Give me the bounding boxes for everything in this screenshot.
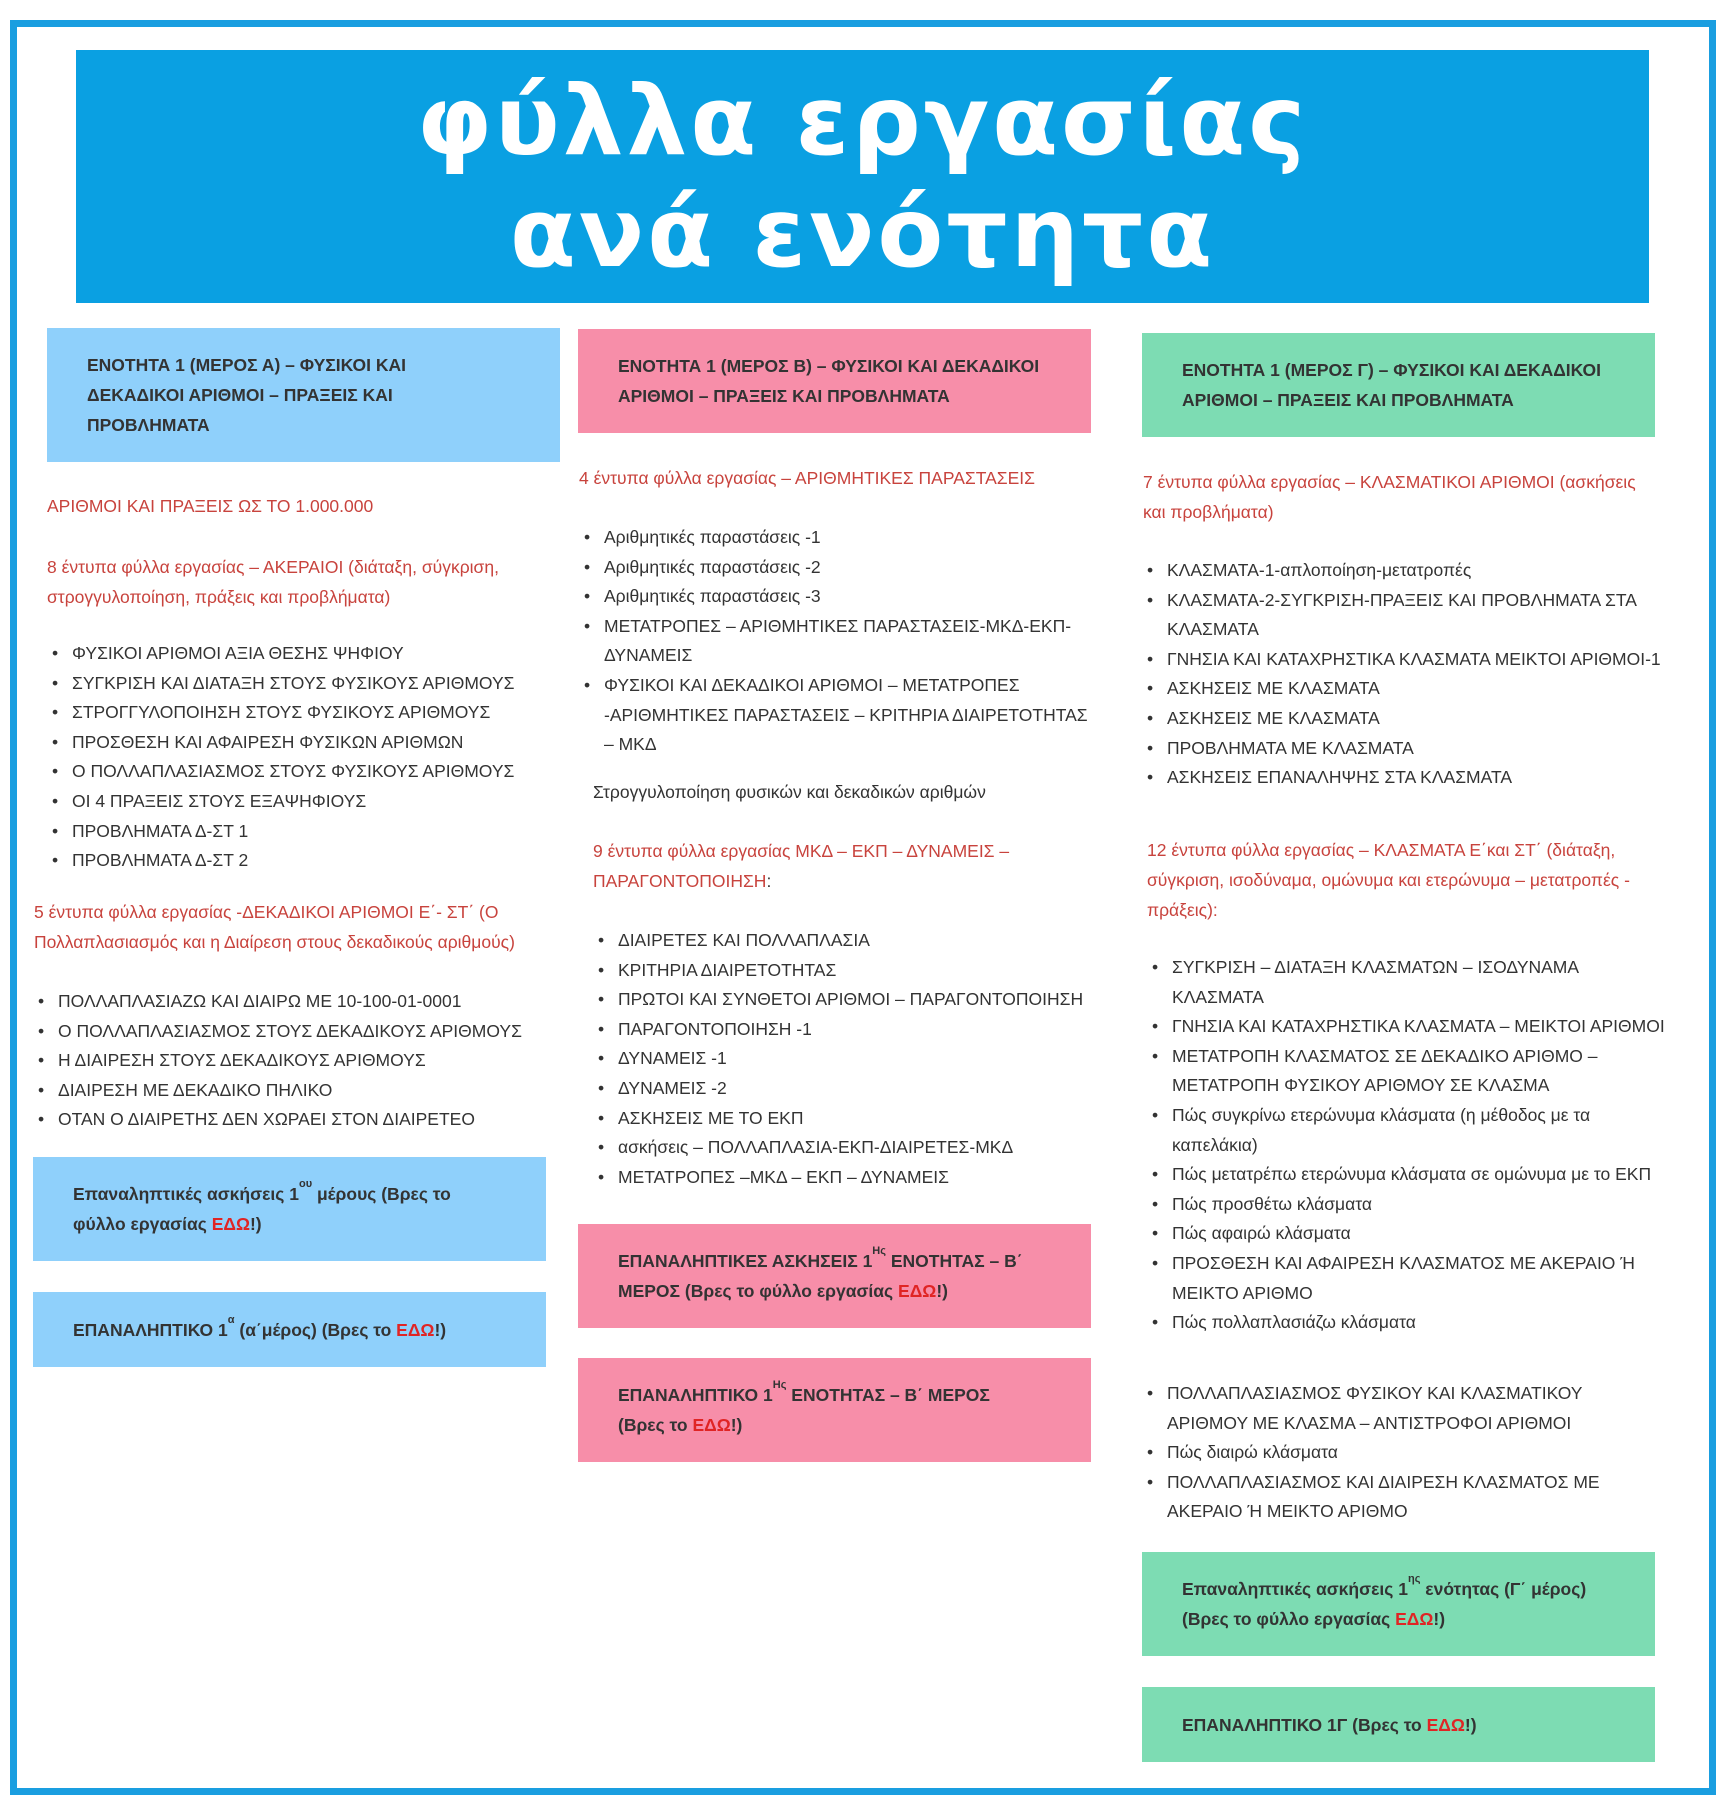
list-item[interactable]: • ασκήσεις – ΠΟΛΛΑΠΛΑΣΙΑ-ΕΚΠ-ΔΙΑΙΡΕΤΕΣ-ΜΚΔ xyxy=(594,1133,1114,1163)
review-text: ενότητας (Γ΄ μέρος) xyxy=(1420,1579,1587,1599)
review-text: ΕΠΑΝΑΛΗΠΤΙΚΟ 1 xyxy=(618,1385,773,1405)
list-item[interactable]: • ΠΡΟΒΛΗΜΑΤΑ ΜΕ ΚΛΑΣΜΑΤΑ xyxy=(1143,734,1663,764)
list-item[interactable]: • ΔΥΝΑΜΕΙΣ -2 xyxy=(594,1074,1114,1104)
list-item[interactable]: • ΑΣΚΗΣΕΙΣ ΕΠΑΝΑΛΗΨΗΣ ΣΤΑ ΚΛΑΣΜΑΤΑ xyxy=(1143,763,1663,793)
col1-list2 xyxy=(34,987,574,1135)
here-link[interactable]: ΕΔΩ xyxy=(211,1214,250,1234)
col3-list1 xyxy=(1143,556,1663,793)
list-item[interactable]: • ΠΟΛΛΑΠΛΑΣΙΑΖΩ ΚΑΙ ΔΙΑΙΡΩ ΜΕ 10-100-01-0001 xyxy=(34,987,574,1017)
list-item[interactable]: • ΠΡΟΒΛΗΜΑΤΑ Δ-ΣΤ 2 xyxy=(48,846,568,876)
review-text: ΕΝΟΤΗΤΑΣ – Β΄ xyxy=(885,1251,1023,1271)
list-item[interactable]: • ΜΕΤΑΤΡΟΠΕΣ –ΜΚΔ – ΕΚΠ – ΔΥΝΑΜΕΙΣ xyxy=(594,1163,1114,1193)
list-item[interactable]: • ΠΑΡΑΓΟΝΤΟΠΟΙΗΣΗ -1 xyxy=(594,1015,1114,1045)
list-item[interactable]: • ΔΙΑΙΡΕΣΗ ΜΕ ΔΕΚΑΔΙΚΟ ΠΗΛΙΚΟ xyxy=(34,1076,574,1106)
list-item[interactable]: • ΜΕΤΑΤΡΟΠΕΣ – ΑΡΙΘΜΗΤΙΚΕΣ ΠΑΡΑΣΤΑΣΕΙΣ-ΜΚΔ-ΕΚΠ-ΔΥΝΑΜΕΙΣ xyxy=(580,612,1100,671)
list-item[interactable]: • ΦΥΣΙΚΟΙ ΚΑΙ ΔΕΚΑΔΙΚΟΙ ΑΡΙΘΜΟΙ – ΜΕΤΑΤΡΟΠΕΣ -ΑΡΙΘΜΗΤΙΚΕΣ ΠΑΡΑΣΤΑΣΕΙΣ – ΚΡΙΤΗΡΙΑ ΔΙΑΙΡΕΤΟΤΗΤΑΣ – ΜΚΔ xyxy=(580,671,1100,760)
list-item[interactable]: • Πώς αφαιρώ κλάσματα xyxy=(1148,1219,1666,1249)
col1-section1-title[interactable] xyxy=(47,552,499,612)
col2-rounding-link[interactable]: Στρογγυλοποίηση φυσικών και δεκαδικών αριθμών xyxy=(593,782,986,802)
list-item[interactable]: • Πώς μετατρέπω ετερώνυμα κλάσματα σε ομώνυμα με το ΕΚΠ xyxy=(1148,1160,1666,1190)
list-item[interactable]: • Ο ΠΟΛΛΑΠΛΑΣΙΑΣΜΟΣ ΣΤΟΥΣ ΦΥΣΙΚΟΥΣ ΑΡΙΘΜΟΥΣ xyxy=(48,757,568,787)
col2-list1 xyxy=(580,523,1100,760)
list-item[interactable]: • Η ΔΙΑΙΡΕΣΗ ΣΤΟΥΣ ΔΕΚΑΔΙΚΟΥΣ ΑΡΙΘΜΟΥΣ xyxy=(34,1046,574,1076)
review-text: ΜΕΡΟΣ (Βρες το φύλλο εργασίας xyxy=(618,1281,899,1301)
col1-header-line: ΔΕΚΑΔΙΚΟΙ ΑΡΙΘΜΟΙ – ΠΡΑΞΕΙΣ ΚΑΙ xyxy=(87,385,393,405)
list-item[interactable]: • ΠΡΟΒΛΗΜΑΤΑ Δ-ΣΤ 1 xyxy=(48,817,568,847)
list-item[interactable]: • ΟΤΑΝ Ο ΔΙΑΙΡΕΤΗΣ ΔΕΝ ΧΩΡΑΕΙ ΣΤΟΝ ΔΙΑΙΡΕΤΕΟ xyxy=(34,1105,574,1135)
list-item[interactable]: • ΠΡΟΣΘΕΣΗ ΚΑΙ ΑΦΑΙΡΕΣΗ ΦΥΣΙΚΩΝ ΑΡΙΘΜΩΝ xyxy=(48,728,568,758)
col1-section1-title-line: 8 έντυπα φύλλα εργασίας – ΑΚΕΡΑΙΟΙ (διάταξη, σύγκριση, xyxy=(47,557,499,577)
page-banner xyxy=(76,50,1649,303)
list-item[interactable]: • Αριθμητικές παραστάσεις -3 xyxy=(580,582,1100,612)
list-item[interactable]: • ΓΝΗΣΙΑ ΚΑΙ ΚΑΤΑΧΡΗΣΤΙΚΑ ΚΛΑΣΜΑΤΑ ΜΕΙΚΤΟΙ ΑΡΙΘΜΟΙ-1 xyxy=(1143,645,1663,675)
col2-list2 xyxy=(594,926,1114,1192)
list-item[interactable]: • Αριθμητικές παραστάσεις -2 xyxy=(580,553,1100,583)
col1-review-exercises-box xyxy=(33,1157,546,1261)
list-item[interactable]: • ΓΝΗΣΙΑ ΚΑΙ ΚΑΤΑΧΡΗΣΤΙΚΑ ΚΛΑΣΜΑΤΑ – ΜΕΙΚΤΟΙ ΑΡΙΘΜΟΙ xyxy=(1148,1012,1666,1042)
col3-review-test-box xyxy=(1142,1687,1655,1762)
list-item[interactable]: • ΔΙΑΙΡΕΤΕΣ ΚΑΙ ΠΟΛΛΑΠΛΑΣΙΑ xyxy=(594,926,1114,956)
list-item[interactable]: • ΠΟΛΛΑΠΛΑΣΙΑΣΜΟΣ ΚΑΙ ΔΙΑΙΡΕΣΗ ΚΛΑΣΜΑΤΟΣ ΜΕ ΑΚΕΡΑΙΟ Ή ΜΕΙΚΤΟ ΑΡΙΘΜΟ xyxy=(1143,1468,1663,1527)
col1-section1-title-line: στρογγυλοποίηση, πράξεις και προβλήματα) xyxy=(47,587,391,607)
list-item[interactable]: • ΔΥΝΑΜΕΙΣ -1 xyxy=(594,1044,1114,1074)
list-item[interactable]: • Αριθμητικές παραστάσεις -1 xyxy=(580,523,1100,553)
col3-section2-title-line: σύγκριση, ισοδύναμα, ομώνυμα και ετερώνυμα – μετατροπές - xyxy=(1147,870,1630,890)
col1-list1 xyxy=(48,639,568,876)
col3-section2-title[interactable] xyxy=(1147,835,1630,925)
review-text: Επαναληπτικές ασκήσεις 1 xyxy=(1182,1579,1408,1599)
col3-header xyxy=(1142,333,1655,437)
review-text: (Βρες το φύλλο εργασίας xyxy=(1182,1609,1396,1629)
col1-header xyxy=(47,328,560,462)
col2-review-exercises-box xyxy=(578,1224,1091,1328)
col3-list2 xyxy=(1148,953,1666,1338)
list-item[interactable]: • ΣΥΓΚΡΙΣΗ – ΔΙΑΤΑΞΗ ΚΛΑΣΜΑΤΩΝ – ΙΣΟΔΥΝΑΜΑ ΚΛΑΣΜΑΤΑ xyxy=(1148,953,1666,1012)
col3-section1-title-line: και προβλήματα) xyxy=(1143,502,1274,522)
review-text: (α΄μέρος) (Βρες το xyxy=(234,1319,397,1340)
list-item[interactable]: • Πώς διαιρώ κλάσματα xyxy=(1143,1438,1663,1468)
col2-section2-title-line: ΠΑΡΑΓΟΝΤΟΠΟΙΗΣΗ xyxy=(593,871,767,891)
col3-list3 xyxy=(1143,1379,1663,1527)
review-sup: Ης xyxy=(872,1245,886,1258)
review-sup: ου xyxy=(298,1178,313,1191)
list-item[interactable]: • Πώς πολλαπλασιάζω κλάσματα xyxy=(1148,1308,1666,1338)
review-text: !) xyxy=(730,1415,743,1435)
col2-section1-title[interactable]: 4 έντυπα φύλλα εργασίας – ΑΡΙΘΜΗΤΙΚΕΣ ΠΑΡΑΣΤΑΣΕΙΣ xyxy=(579,468,1035,488)
review-text: !) xyxy=(249,1214,262,1234)
col1-section2-title-line: Πολλαπλασιασμός και η Διαίρεση στους δεκαδικούς αριθμούς) xyxy=(34,932,515,952)
review-sup: Ης xyxy=(772,1379,787,1392)
col2-header-line: ΑΡΙΘΜΟΙ – ΠΡΑΞΕΙΣ ΚΑΙ ΠΡΟΒΛΗΜΑΤΑ xyxy=(618,386,950,406)
list-item[interactable]: • ΦΥΣΙΚΟΙ ΑΡΙΘΜΟΙ ΑΞΙΑ ΘΕΣΗΣ ΨΗΦΙΟΥ xyxy=(48,639,568,669)
list-item[interactable]: • ΑΣΚΗΣΕΙΣ ΜΕ ΤΟ ΕΚΠ xyxy=(594,1104,1114,1134)
col1-header-line: ΠΡΟΒΛΗΜΑΤΑ xyxy=(87,415,210,435)
banner-title-line-1: φύλλα εργασίας xyxy=(416,64,1309,177)
col1-section2-title[interactable] xyxy=(34,897,515,957)
here-link[interactable]: ΕΔΩ xyxy=(396,1319,435,1340)
here-link[interactable]: ΕΔΩ xyxy=(692,1415,731,1435)
review-text: ΕΝΟΤΗΤΑΣ – Β΄ ΜΕΡΟΣ xyxy=(786,1385,990,1405)
review-text: !) xyxy=(1433,1609,1446,1629)
col3-review-exercises-box xyxy=(1142,1552,1655,1656)
col1-review-test-box xyxy=(33,1292,546,1367)
review-text: !) xyxy=(936,1281,948,1301)
col2-header-line: ΕΝΟΤΗΤΑ 1 (ΜΕΡΟΣ Β) – ΦΥΣΙΚΟΙ ΚΑΙ ΔΕΚΑΔΙΚΟΙ xyxy=(618,356,1040,376)
list-item[interactable]: • ΟΙ 4 ΠΡΑΞΕΙΣ ΣΤΟΥΣ ΕΞΑΨΗΦΙΟΥΣ xyxy=(48,787,568,817)
review-text: μέρους (Βρες το xyxy=(312,1184,451,1204)
review-text: !) xyxy=(1464,1714,1477,1735)
review-text: !) xyxy=(434,1319,447,1340)
col2-section2-title[interactable] xyxy=(593,836,1009,896)
review-sup: ης xyxy=(1407,1573,1421,1586)
list-item[interactable]: • ΑΣΚΗΣΕΙΣ ΜΕ ΚΛΑΣΜΑΤΑ xyxy=(1143,704,1663,734)
col1-link-numbers-million[interactable]: ΑΡΙΘΜΟΙ ΚΑΙ ΠΡΑΞΕΙΣ ΩΣ ΤΟ 1.000.000 xyxy=(47,496,374,516)
here-link[interactable]: ΕΔΩ xyxy=(1426,1714,1465,1735)
banner-title-line-2: ανά ενότητα xyxy=(509,176,1216,289)
col3-section1-title[interactable] xyxy=(1143,467,1636,527)
col2-section2-title-line: 9 έντυπα φύλλα εργασίας ΜΚΔ – ΕΚΠ – ΔΥΝΑΜΕΙΣ – xyxy=(593,841,1010,861)
col1-header-line: ΕΝΟΤΗΤΑ 1 (ΜΕΡΟΣ Α) – ΦΥΣΙΚΟΙ ΚΑΙ xyxy=(87,355,406,375)
col2-review-test-box xyxy=(578,1358,1091,1462)
list-item[interactable]: • ΠΡΟΣΘΕΣΗ ΚΑΙ ΑΦΑΙΡΕΣΗ ΚΛΑΣΜΑΤΟΣ ΜΕ ΑΚΕΡΑΙΟ Ή ΜΕΙΚΤΟ ΑΡΙΘΜΟ xyxy=(1148,1249,1666,1308)
review-sup: α xyxy=(227,1313,235,1326)
col3-section1-title-line: 7 έντυπα φύλλα εργασίας – ΚΛΑΣΜΑΤΙΚΟΙ ΑΡΙΘΜΟΙ (ασκήσεις xyxy=(1143,472,1636,492)
col2-section2-title-colon: : xyxy=(766,871,772,891)
list-item[interactable]: • ΑΣΚΗΣΕΙΣ ΜΕ ΚΛΑΣΜΑΤΑ xyxy=(1143,674,1663,704)
here-link[interactable]: ΕΔΩ xyxy=(898,1281,937,1301)
review-text: ΕΠΑΝΑΛΗΠΤΙΚΟ 1 xyxy=(73,1319,228,1340)
review-text: Επαναληπτικές ασκήσεις 1 xyxy=(73,1184,299,1204)
list-item[interactable]: • ΠΟΛΛΑΠΛΑΣΙΑΣΜΟΣ ΦΥΣΙΚΟΥ ΚΑΙ ΚΛΑΣΜΑΤΙΚΟΥ ΑΡΙΘΜΟΥ ΜΕ ΚΛΑΣΜΑ – ΑΝΤΙΣΤΡΟΦΟΙ ΑΡΙΘΜΟΙ xyxy=(1143,1379,1663,1438)
list-item[interactable]: • Ο ΠΟΛΛΑΠΛΑΣΙΑΣΜΟΣ ΣΤΟΥΣ ΔΕΚΑΔΙΚΟΥΣ ΑΡΙΘΜΟΥΣ xyxy=(34,1017,574,1047)
here-link[interactable]: ΕΔΩ xyxy=(1395,1609,1434,1629)
col2-header xyxy=(578,329,1091,433)
list-item[interactable]: • ΣΥΓΚΡΙΣΗ ΚΑΙ ΔΙΑΤΑΞΗ ΣΤΟΥΣ ΦΥΣΙΚΟΥΣ ΑΡΙΘΜΟΥΣ xyxy=(48,669,568,699)
review-text: (Βρες το xyxy=(618,1415,693,1435)
list-item[interactable]: • ΠΡΩΤΟΙ ΚΑΙ ΣΥΝΘΕΤΟΙ ΑΡΙΘΜΟΙ – ΠΑΡΑΓΟΝΤΟΠΟΙΗΣΗ xyxy=(594,985,1114,1015)
col3-section2-title-line: πράξεις): xyxy=(1147,900,1218,920)
col3-header-line: ΕΝΟΤΗΤΑ 1 (ΜΕΡΟΣ Γ) – ΦΥΣΙΚΟΙ ΚΑΙ ΔΕΚΑΔΙΚΟΙ xyxy=(1182,360,1601,380)
list-item[interactable]: • Πώς προσθέτω κλάσματα xyxy=(1148,1190,1666,1220)
col1-section2-title-line: 5 έντυπα φύλλα εργασίας -ΔΕΚΑΔΙΚΟΙ ΑΡΙΘΜΟΙ Ε΄- ΣΤ΄ (Ο xyxy=(34,902,499,922)
list-item[interactable]: • ΚΛΑΣΜΑΤΑ-2-ΣΥΓΚΡΙΣΗ-ΠΡΑΞΕΙΣ ΚΑΙ ΠΡΟΒΛΗΜΑΤΑ ΣΤΑ ΚΛΑΣΜΑΤΑ xyxy=(1143,586,1663,645)
review-text: ΕΠΑΝΑΛΗΠΤΙΚΕΣ ΑΣΚΗΣΕΙΣ 1 xyxy=(618,1251,873,1271)
review-text: ΕΠΑΝΑΛΗΠΤΙΚΟ 1Γ (Βρες το xyxy=(1182,1714,1427,1735)
list-item[interactable]: • ΚΛΑΣΜΑΤΑ-1-απλοποίηση-μετατροπές xyxy=(1143,556,1663,586)
col3-section2-title-line: 12 έντυπα φύλλα εργασίας – ΚΛΑΣΜΑΤΑ Ε΄και ΣΤ΄ (διάταξη, xyxy=(1147,840,1616,860)
list-item[interactable]: • ΜΕΤΑΤΡΟΠΗ ΚΛΑΣΜΑΤΟΣ ΣΕ ΔΕΚΑΔΙΚΟ ΑΡΙΘΜΟ – ΜΕΤΑΤΡΟΠΗ ΦΥΣΙΚΟΥ ΑΡΙΘΜΟΥ ΣΕ ΚΛΑΣΜΑ xyxy=(1148,1042,1666,1101)
list-item[interactable]: • ΣΤΡΟΓΓΥΛΟΠΟΙΗΣΗ ΣΤΟΥΣ ΦΥΣΙΚΟΥΣ ΑΡΙΘΜΟΥΣ xyxy=(48,698,568,728)
col3-header-line: ΑΡΙΘΜΟΙ – ΠΡΑΞΕΙΣ ΚΑΙ ΠΡΟΒΛΗΜΑΤΑ xyxy=(1182,390,1514,410)
review-text: φύλλο εργασίας xyxy=(73,1214,212,1234)
list-item[interactable]: • Πώς συγκρίνω ετερώνυμα κλάσματα (η μέθοδος με τα καπελάκια) xyxy=(1148,1101,1666,1160)
list-item[interactable]: • ΚΡΙΤΗΡΙΑ ΔΙΑΙΡΕΤΟΤΗΤΑΣ xyxy=(594,956,1114,986)
